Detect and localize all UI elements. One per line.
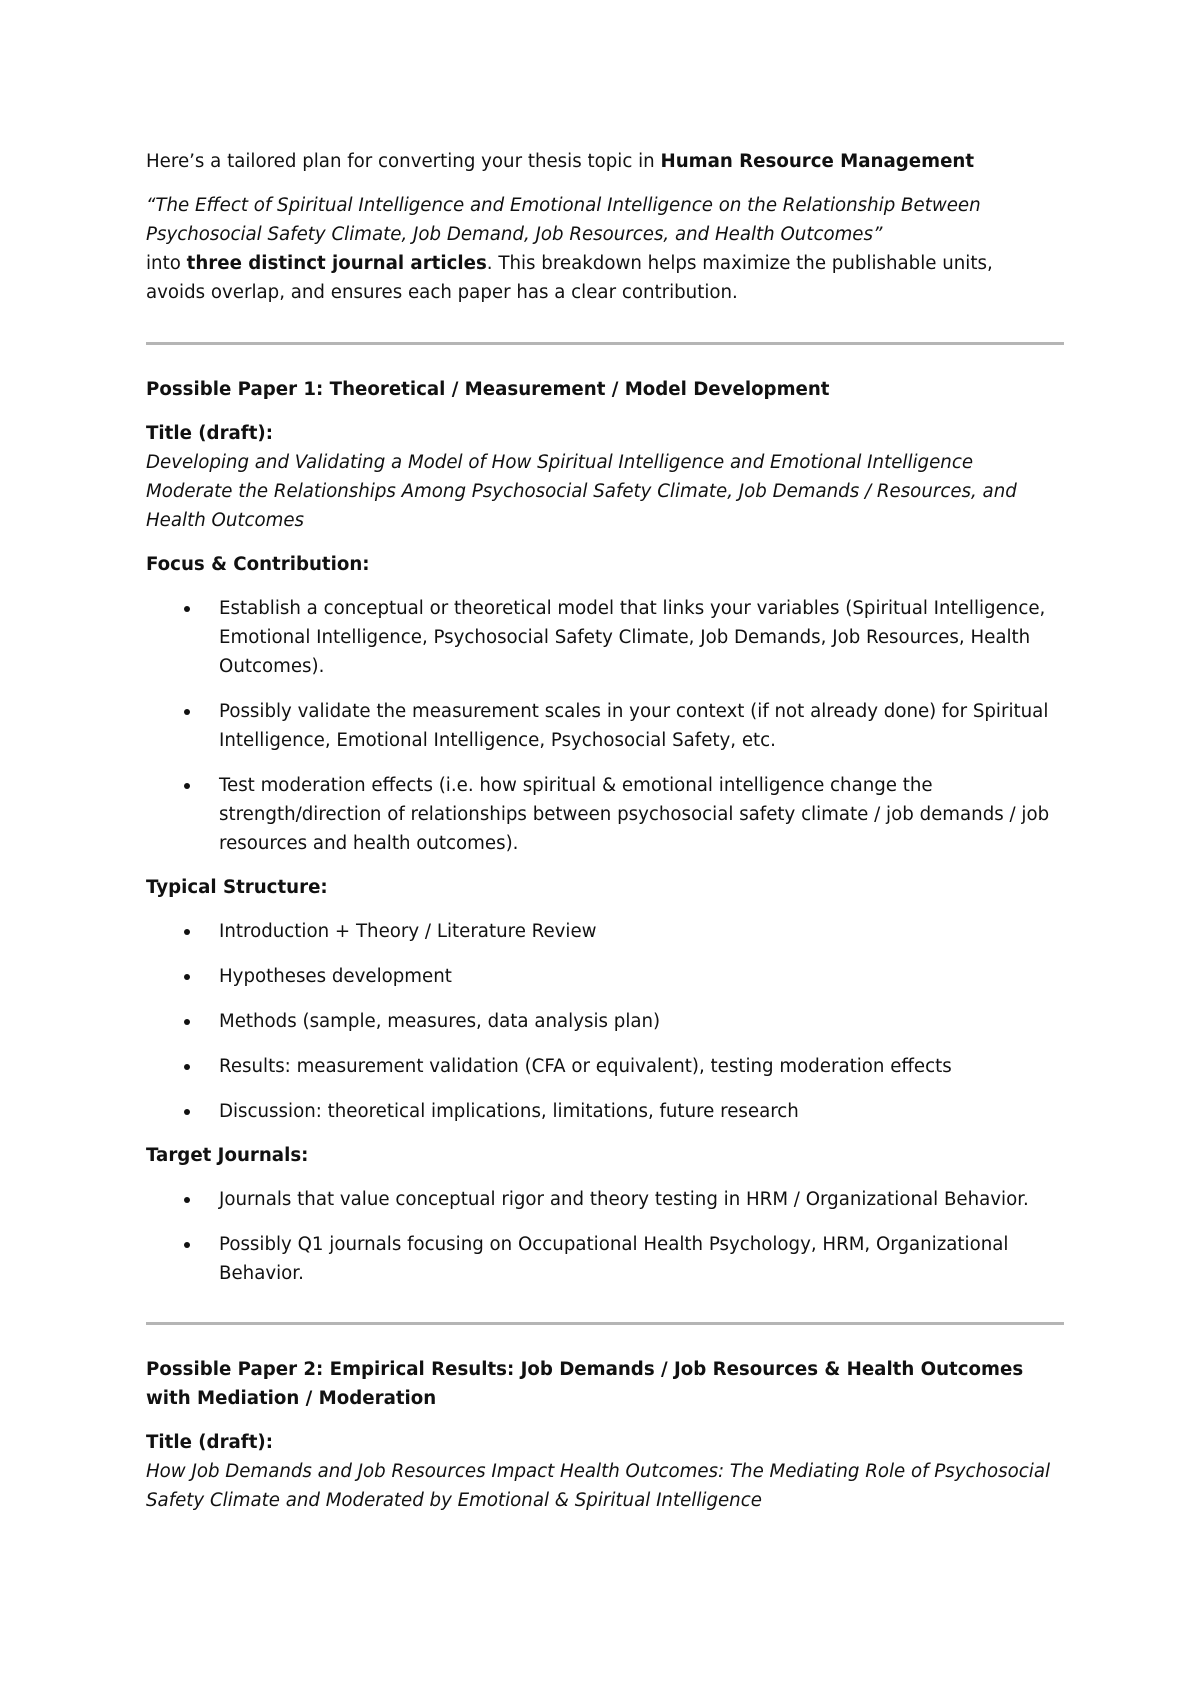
paper1-structure-list <box>146 917 1071 1126</box>
into-suffix: . This breakdown helps maximize the publishable units, avoids overlap, and ensures each paper has a clear contribution. <box>146 253 993 303</box>
paper1-focus-label: Focus & Contribution: <box>146 554 370 575</box>
list-item-text: Discussion: theoretical implications, limitations, future research <box>219 1101 799 1122</box>
list-item-text: Test moderation effects (i.e. how spiritual & emotional intelligence change the strength/direction of relationships between psychosocial safety climate / job demands / job resources and health outcomes). <box>219 775 1050 854</box>
paper1-journals-label: Target Journals: <box>146 1145 309 1166</box>
list-item <box>146 1230 1071 1288</box>
intro-prefix: Here’s a tailored plan for converting your thesis topic in <box>146 151 661 172</box>
into-prefix: into <box>146 253 187 274</box>
thesis-title: “The Effect of Spiritual Intelligence and Emotional Intelligence on the Relationship Between Psychosocial Safety Climate, Job Demand, Job Resources, and Health Outcomes” <box>146 195 981 245</box>
list-item <box>146 1052 1071 1081</box>
list-item-text: Establish a conceptual or theoretical model that links your variables (Spiritual Intelligence, Emotional Intelligence, Psychosocial Safety Climate, Job Demands, Job Resources, Health Outcomes). <box>219 598 1046 677</box>
list-item <box>146 917 1071 946</box>
paper2-title: How Job Demands and Job Resources Impact Health Outcomes: The Mediating Role of Psychosocial Safety Climate and Moderated by Emotional & Spiritual Intelligence <box>146 1461 1051 1511</box>
list-item-text: Possibly Q1 journals focusing on Occupational Health Psychology, HRM, Organizational Behavior. <box>219 1234 1009 1284</box>
into-bold: three distinct journal articles <box>186 253 487 274</box>
bullet-icon <box>184 709 190 715</box>
list-item <box>146 1185 1071 1214</box>
paper1-title: Developing and Validating a Model of How Spiritual Intelligence and Emotional Intelligence Moderate the Relationships Among Psychosocial Safety Climate, Job Demands / Resources, and Health Outcomes <box>146 452 1017 531</box>
bullet-icon <box>184 1019 190 1025</box>
intro-into-paragraph <box>146 249 1051 307</box>
document-page <box>146 147 1066 1515</box>
paper1-journals-list <box>146 1185 1071 1288</box>
list-item <box>146 1007 1071 1036</box>
bullet-icon <box>184 974 190 980</box>
paper2-heading: Possible Paper 2: Empirical Results: Job Demands / Job Resources & Health Outcomes with Mediation / Moderation <box>146 1359 1024 1409</box>
paper2-title-label: Title (draft): <box>146 1432 274 1453</box>
paper1-structure-label: Typical Structure: <box>146 877 328 898</box>
intro-field: Human Resource Management <box>660 151 975 172</box>
intro-line <box>146 147 1066 176</box>
list-item-text: Introduction + Theory / Literature Review <box>219 921 597 942</box>
bullet-icon <box>184 606 190 612</box>
list-item <box>146 594 1071 681</box>
paper1-title-label: Title (draft): <box>146 423 274 444</box>
section-divider <box>146 1322 1064 1325</box>
list-item-text: Results: measurement validation (CFA or equivalent), testing moderation effects <box>219 1056 952 1077</box>
paper1-focus-list <box>146 594 1071 858</box>
paper1-heading: Possible Paper 1: Theoretical / Measurement / Model Development <box>146 379 830 400</box>
list-item <box>146 697 1071 755</box>
list-item-text: Journals that value conceptual rigor and theory testing in HRM / Organizational Behavior. <box>219 1189 1029 1210</box>
bullet-icon <box>184 1109 190 1115</box>
bullet-icon <box>184 1242 190 1248</box>
bullet-icon <box>184 1197 190 1203</box>
list-item <box>146 1097 1071 1126</box>
bullet-icon <box>184 1064 190 1070</box>
list-item-text: Possibly validate the measurement scales in your context (if not already done) for Spiritual Intelligence, Emotional Intelligence, Psychosocial Safety, etc. <box>219 701 1049 751</box>
bullet-icon <box>184 929 190 935</box>
list-item-text: Hypotheses development <box>219 966 452 987</box>
bullet-icon <box>184 783 190 789</box>
list-item-text: Methods (sample, measures, data analysis plan) <box>219 1011 661 1032</box>
list-item <box>146 962 1071 991</box>
section-divider <box>146 342 1064 345</box>
list-item <box>146 771 1071 858</box>
